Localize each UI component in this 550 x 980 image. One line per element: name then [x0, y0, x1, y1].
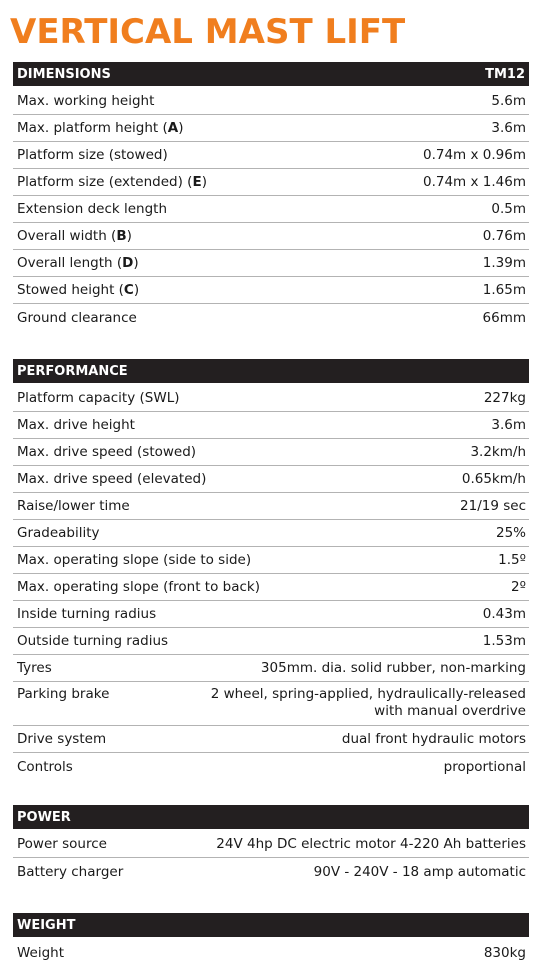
spec-label: Gradeability — [17, 525, 100, 541]
spec-value: 0.65km/h — [461, 471, 526, 487]
spec-value: 3.6m — [491, 120, 526, 136]
spec-label: Inside turning radius — [17, 606, 157, 622]
spec-value: 90V - 240V - 18 amp automatic — [313, 863, 526, 880]
spec-row — [13, 520, 529, 547]
spec-value: 1.5º — [498, 552, 526, 568]
spec-row — [13, 753, 529, 780]
spec-label: Outside turning radius — [17, 633, 169, 649]
spec-label: Drive system — [17, 731, 107, 747]
spec-value: 305mm. dia. solid rubber, non-marking — [260, 660, 526, 676]
spec-value: 25% — [495, 525, 526, 541]
spec-value: 5.6m — [491, 93, 526, 109]
spec-row — [13, 682, 529, 726]
spec-label: Parking brake — [17, 686, 110, 702]
spec-row — [13, 385, 529, 412]
spec-value: 3.6m — [491, 417, 526, 433]
spec-row — [13, 439, 529, 466]
spec-value: 1.65m — [482, 282, 526, 298]
section-header — [13, 805, 529, 829]
spec-label: Overall width (B) — [17, 228, 132, 244]
spec-label: Raise/lower time — [17, 498, 130, 514]
spec-value: 66mm — [482, 309, 526, 326]
spec-row — [13, 547, 529, 574]
section-header — [13, 913, 529, 937]
spec-label: Stowed height (C) — [17, 282, 140, 298]
spec-label: Tyres — [17, 660, 52, 676]
spec-label: Max. operating slope (side to side) — [17, 552, 252, 568]
spec-value: 1.39m — [482, 255, 526, 271]
spec-label: Max. drive speed (stowed) — [17, 444, 197, 460]
spec-label: Max. drive height — [17, 417, 135, 433]
spec-row — [13, 655, 529, 682]
spec-value: 2 wheel, spring-applied, hydraulically-released with manual overdrive — [210, 686, 526, 719]
spec-value: 3.2km/h — [470, 444, 526, 460]
spec-row — [13, 939, 529, 966]
spec-label: Max. platform height (A) — [17, 120, 184, 136]
spec-value: dual front hydraulic motors — [341, 731, 526, 747]
section-header — [13, 359, 529, 383]
spec-value: 830kg — [483, 944, 526, 961]
spec-value: 0.74m x 1.46m — [423, 174, 526, 190]
spec-row — [13, 831, 529, 858]
spec-row — [13, 142, 529, 169]
spec-row — [13, 277, 529, 304]
spec-row — [13, 628, 529, 655]
spec-value: 0.5m — [491, 201, 526, 217]
spec-label: Extension deck length — [17, 201, 168, 217]
weight-section — [13, 913, 529, 966]
spec-row — [13, 493, 529, 520]
spec-row — [13, 858, 529, 885]
spec-row — [13, 601, 529, 628]
spec-label: Power source — [17, 836, 107, 852]
spec-value: 0.76m — [482, 228, 526, 244]
performance-section — [13, 359, 529, 780]
spec-row — [13, 196, 529, 223]
spec-row — [13, 115, 529, 142]
spec-value: 24V 4hp DC electric motor 4-220 Ah batteries — [216, 836, 526, 852]
spec-label: Platform capacity (SWL) — [17, 390, 180, 406]
spec-label: Max. working height — [17, 93, 155, 109]
spec-value: 2º — [511, 579, 526, 595]
section-title: POWER — [17, 809, 71, 825]
spec-value: 227kg — [483, 390, 526, 406]
spec-row — [13, 726, 529, 753]
spec-value: 1.53m — [482, 633, 526, 649]
section-header — [13, 62, 529, 86]
spec-row — [13, 223, 529, 250]
section-title: DIMENSIONS — [17, 66, 111, 82]
model-label: TM12 — [485, 66, 525, 82]
spec-value: 21/19 sec — [460, 498, 526, 514]
dimensions-section — [13, 62, 529, 331]
spec-row — [13, 412, 529, 439]
spec-label: Controls — [17, 758, 73, 775]
spec-row — [13, 88, 529, 115]
spec-row — [13, 169, 529, 196]
spec-label: Platform size (extended) (E) — [17, 174, 207, 190]
page-title: VERTICAL MAST LIFT — [10, 12, 406, 52]
spec-label: Overall length (D) — [17, 255, 139, 271]
spec-label: Weight — [17, 944, 65, 961]
spec-label: Platform size (stowed) — [17, 147, 168, 163]
spec-label: Ground clearance — [17, 309, 137, 326]
section-title: WEIGHT — [17, 917, 76, 933]
spec-value: 0.74m x 0.96m — [423, 147, 526, 163]
spec-row — [13, 466, 529, 493]
spec-label: Battery charger — [17, 863, 124, 880]
spec-value: proportional — [443, 758, 526, 775]
spec-label: Max. drive speed (elevated) — [17, 471, 207, 487]
spec-label: Max. operating slope (front to back) — [17, 579, 260, 595]
spec-row — [13, 304, 529, 331]
power-section — [13, 805, 529, 885]
section-title: PERFORMANCE — [17, 363, 128, 379]
spec-row — [13, 250, 529, 277]
spec-value: 0.43m — [482, 606, 526, 622]
spec-row — [13, 574, 529, 601]
